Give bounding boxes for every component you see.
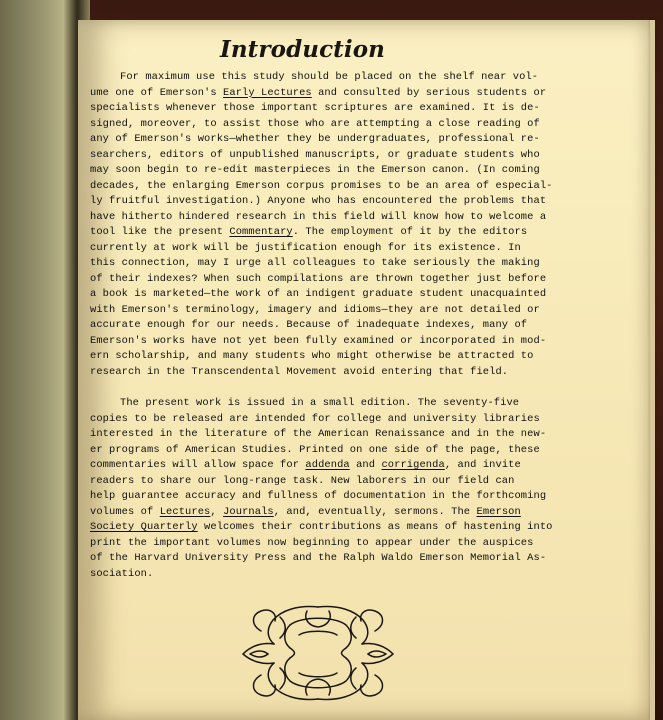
underlined-title: Early Lectures (223, 86, 312, 99)
line (90, 536, 590, 552)
line (90, 210, 590, 226)
line (90, 287, 590, 303)
line (90, 349, 590, 365)
line-segment: tool like the present (90, 226, 230, 238)
ornament-strokes (243, 607, 393, 700)
line-segment: and (349, 459, 382, 471)
line-segment: signed, moreover, to assist those who are attempting a close reading of (90, 117, 540, 130)
line (90, 303, 590, 319)
paragraph-1 (90, 70, 590, 380)
line (90, 179, 590, 195)
line (90, 396, 590, 412)
line (90, 256, 590, 272)
line (90, 70, 590, 86)
line-segment: sociation. (90, 567, 154, 580)
line (90, 334, 590, 350)
paragraph-2 (90, 396, 590, 582)
line (90, 551, 590, 567)
line-segment: may soon begin to re-edit masterpieces in the Emerson canon. (In coming (90, 164, 540, 176)
underlined-title: Journals (223, 505, 274, 518)
underlined-title: Emerson (476, 505, 521, 518)
line (90, 101, 590, 117)
page-right-edge (650, 20, 655, 720)
line (90, 412, 590, 428)
line-segment: readers to share our long-range task. New laborers in our field can (90, 474, 515, 487)
line-segment: decades, the enlarging Emerson corpus promises to be an area of especial- (90, 179, 553, 192)
line (90, 443, 590, 459)
line (90, 365, 590, 381)
line-segment: copies to be released are intended for college and university libraries (90, 412, 540, 425)
line (90, 489, 590, 505)
line-segment: ly fruitful investigation.) Anyone who has encountered the problems that (90, 195, 547, 207)
line-segment: interested in the literature of the American Renaissance and in the new- (90, 428, 547, 440)
line-segment: welcomes their contributions as means of hastening into (197, 521, 553, 533)
line-segment: currently at work will be justification enough for its existence. In (90, 241, 521, 254)
line-segment: research in the Transcendental Movement avoid entering that field. (90, 365, 509, 378)
decorative-flourish-ornament (233, 599, 403, 707)
line (90, 474, 590, 490)
line-segment: The present work is issued in a small edition. The seventy-five (120, 397, 520, 409)
line (90, 241, 590, 257)
line-segment: of the Harvard University Press and the Ralph Waldo Emerson Memorial As- (90, 552, 547, 564)
line-segment: , and, eventually, sermons. The (273, 505, 477, 518)
line-segment: , (210, 505, 224, 518)
underlined-title: Commentary (229, 226, 293, 238)
line-segment: searchers, editors of unpublished manuscripts, or graduate students who (90, 148, 540, 161)
line-segment: of their indexes? When such compilations are thrown together just before (90, 272, 547, 285)
line (90, 520, 590, 536)
line-segment: ume one of Emerson's (90, 86, 224, 99)
line-segment: help guarantee accuracy and fullness of documentation in the forthcoming (90, 490, 547, 502)
line (90, 194, 590, 210)
line-segment: any of Emerson's works—whether they be undergraduates, professional re- (90, 133, 540, 145)
line-segment: , and invite (444, 459, 521, 471)
line (90, 132, 590, 148)
line-segment: For maximum use this study should be placed on the shelf near vol- (120, 71, 539, 83)
line (90, 117, 590, 133)
line (90, 567, 590, 583)
line (90, 148, 590, 164)
underlined-title: Society Quarterly (90, 521, 198, 533)
line (90, 427, 590, 443)
line-segment: print the important volumes now beginning to appear under the auspices (90, 536, 534, 549)
line-segment: this connection, may I urge all colleagues to take seriously the making (90, 257, 540, 269)
line-segment: ern scholarship, and many students who might otherwise be attracted to (90, 350, 534, 362)
line-segment: . The employment of it by the editors (292, 226, 528, 238)
page-title: Introduction (220, 36, 385, 63)
line (90, 163, 590, 179)
line-segment: have hitherto hindered research in this field will know how to welcome a (90, 210, 547, 223)
line (90, 318, 590, 334)
line-segment: accurate enough for our needs. Because of inadequate indexes, many of (90, 319, 528, 331)
line (90, 458, 590, 474)
line-segment: commentaries will allow space for (90, 459, 306, 471)
line (90, 272, 590, 288)
line-segment: and consulted by serious students or (311, 86, 547, 99)
line-segment: Emerson's works have not yet been fully examined or incorporated in mod- (90, 334, 547, 347)
line (90, 225, 590, 241)
underlined-word: corrigenda (381, 459, 445, 471)
line-segment: er programs of American Studies. Printed on one side of the page, these (90, 443, 540, 456)
line (90, 505, 590, 521)
line-segment: volumes of (90, 505, 160, 518)
line-segment: specialists whenever those important scriptures are examined. It is de- (90, 102, 540, 114)
line-segment: a book is marketed—the work of an indigent graduate student unacquainted (90, 288, 547, 300)
line-segment: with Emerson's terminology, imagery and idioms—they are not detailed or (90, 303, 540, 316)
underlined-title: Lectures (159, 505, 211, 518)
underlined-word: addenda (305, 459, 350, 471)
line (90, 86, 590, 102)
